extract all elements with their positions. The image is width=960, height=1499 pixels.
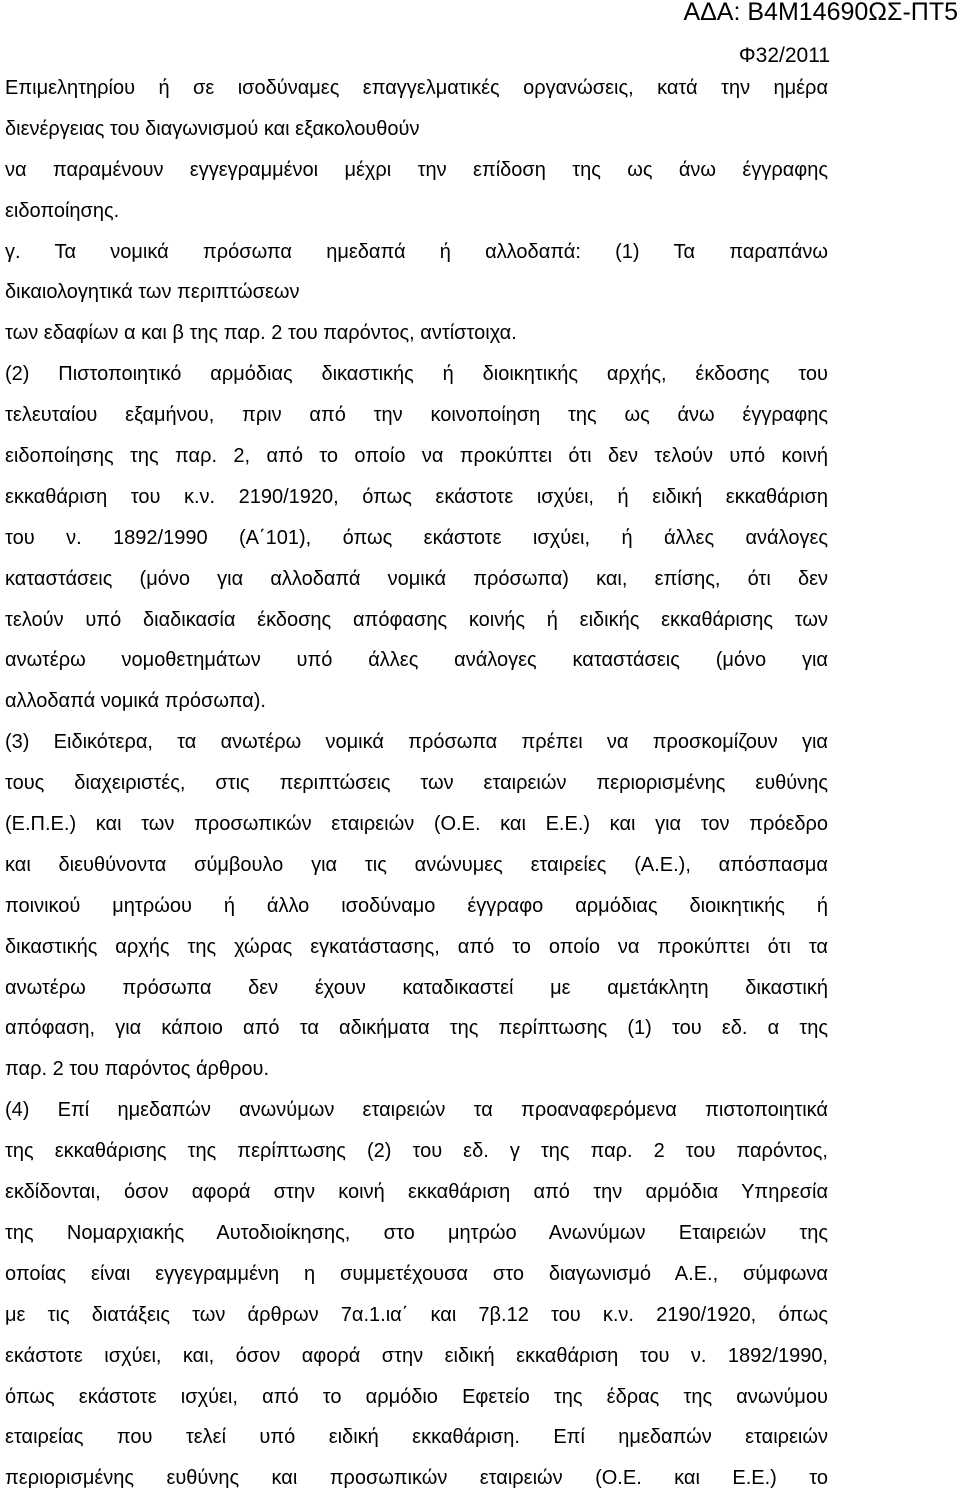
- text-line: δικαστικής αρχής της χώρας εγκατάστασης, από το οποίο να προκύπτει ότι τα: [5, 935, 828, 958]
- ada-number: ΑΔΑ: Β4Μ14690ΩΣ-ΠΤ5: [683, 0, 958, 26]
- text-line: να παραμένουν εγγεγραμμένοι μέχρι την επίδοση της ως άνω έγγραφης: [5, 158, 828, 181]
- text-line: δικαιολογητικά των περιπτώσεων: [5, 281, 300, 304]
- text-line: (Ε.Π.Ε.) και των προσωπικών εταιρειών (Ο.Ε. και Ε.Ε.) και για τον πρόεδρο: [5, 813, 828, 836]
- text-line: ποινικού μητρώου ή άλλο ισοδύναμο έγγραφο αρμόδιας διοικητικής ή: [5, 894, 828, 917]
- text-line: οποίας είναι εγγεγραμμένη η συμμετέχουσα στο διαγωνισμό Α.Ε., σύμφωνα: [5, 1262, 828, 1285]
- text-line: τελούν υπό διαδικασία έκδοσης απόφασης κοινής ή ειδικής εκκαθάρισης των: [5, 608, 828, 631]
- text-line: τελευταίου εξαμήνου, πριν από την κοινοποίηση της ως άνω έγγραφης: [5, 404, 828, 427]
- text-line: (2) Πιστοποιητικό αρμόδιας δικαστικής ή διοικητικής αρχής, έκδοσης του: [5, 363, 828, 386]
- text-line: εκάστοτε ισχύει, και, όσον αφορά στην ειδική εκκαθάριση του ν. 1892/1990,: [5, 1344, 828, 1367]
- text-line: εταιρείας που τελεί υπό ειδική εκκαθάριση. Επί ημεδαπών εταιρειών: [5, 1426, 828, 1449]
- text-line: όπως εκάστοτε ισχύει, από το αρμόδιο Εφετείο της έδρας της ανωνύμου: [5, 1385, 828, 1408]
- text-line: της Νομαρχιακής Αυτοδιοίκησης, στο μητρώο Ανωνύμων Εταιρειών της: [5, 1221, 828, 1244]
- text-line: ανωτέρω πρόσωπα δεν έχουν καταδικαστεί με αμετάκλητη δικαστική: [5, 976, 828, 999]
- text-line: εκκαθάριση του κ.ν. 2190/1920, όπως εκάστοτε ισχύει, ή ειδική εκκαθάριση: [5, 485, 828, 508]
- text-line: της εκκαθάρισης της περίπτωσης (2) του εδ. γ της παρ. 2 του παρόντος,: [5, 1140, 828, 1163]
- text-line: ειδοποίησης.: [5, 199, 120, 222]
- text-line: γ. Τα νομικά πρόσωπα ημεδαπά ή αλλοδαπά: (1) Τα παραπάνω: [5, 240, 828, 263]
- text-line: τους διαχειριστές, στις περιπτώσεις των εταιρειών περιορισμένης ευθύνης: [5, 772, 828, 795]
- text-line: του ν. 1892/1990 (Α΄101), όπως εκάστοτε ισχύει, ή άλλες ανάλογες: [5, 526, 828, 549]
- text-line: και διευθύνοντα σύμβουλο για τις ανώνυμες εταιρείες (Α.Ε.), απόσπασμα: [5, 853, 828, 876]
- text-line: (3) Ειδικότερα, τα ανωτέρω νομικά πρόσωπα πρέπει να προσκομίζουν για: [5, 731, 828, 754]
- body-text: [5, 68, 828, 1499]
- text-line: απόφαση, για κάποιο από τα αδικήματα της περίπτωσης (1) του εδ. α της: [5, 1017, 828, 1040]
- document-reference: Φ32/2011: [738, 44, 830, 67]
- text-line: αλλοδαπά νομικά πρόσωπα).: [5, 690, 266, 713]
- text-line: Επιμελητηρίου ή σε ισοδύναμες επαγγελματικές οργανώσεις, κατά την ημέρα: [5, 77, 828, 99]
- text-line: περιορισμένης ευθύνης και προσωπικών εταιρειών (Ο.Ε. και Ε.Ε.) το: [5, 1467, 828, 1490]
- text-line: καταστάσεις (μόνο για αλλοδαπά νομικά πρόσωπα) και, επίσης, ότι δεν: [5, 567, 828, 590]
- text-line: διενέργειας του διαγωνισμού και εξακολουθούν: [5, 117, 420, 140]
- text-line: εκδίδονται, όσον αφορά στην κοινή εκκαθάριση από την αρμόδια Υπηρεσία: [5, 1181, 828, 1204]
- text-line: (4) Επί ημεδαπών ανωνύμων εταιρειών τα προαναφερόμενα πιστοποιητικά: [5, 1099, 828, 1122]
- text-line: με τις διατάξεις των άρθρων 7α.1.ια΄ και 7β.12 του κ.ν. 2190/1920, όπως: [5, 1303, 828, 1326]
- text-line: παρ. 2 του παρόντος άρθρου.: [5, 1058, 270, 1081]
- text-line: των εδαφίων α και β της παρ. 2 του παρόντος, αντίστοιχα.: [5, 322, 517, 345]
- text-line: ειδοποίησης της παρ. 2, από το οποίο να προκύπτει ότι δεν τελούν υπό κοινή: [5, 445, 828, 468]
- text-line: ανωτέρω νομοθετημάτων υπό άλλες ανάλογες καταστάσεις (μόνο για: [5, 649, 828, 672]
